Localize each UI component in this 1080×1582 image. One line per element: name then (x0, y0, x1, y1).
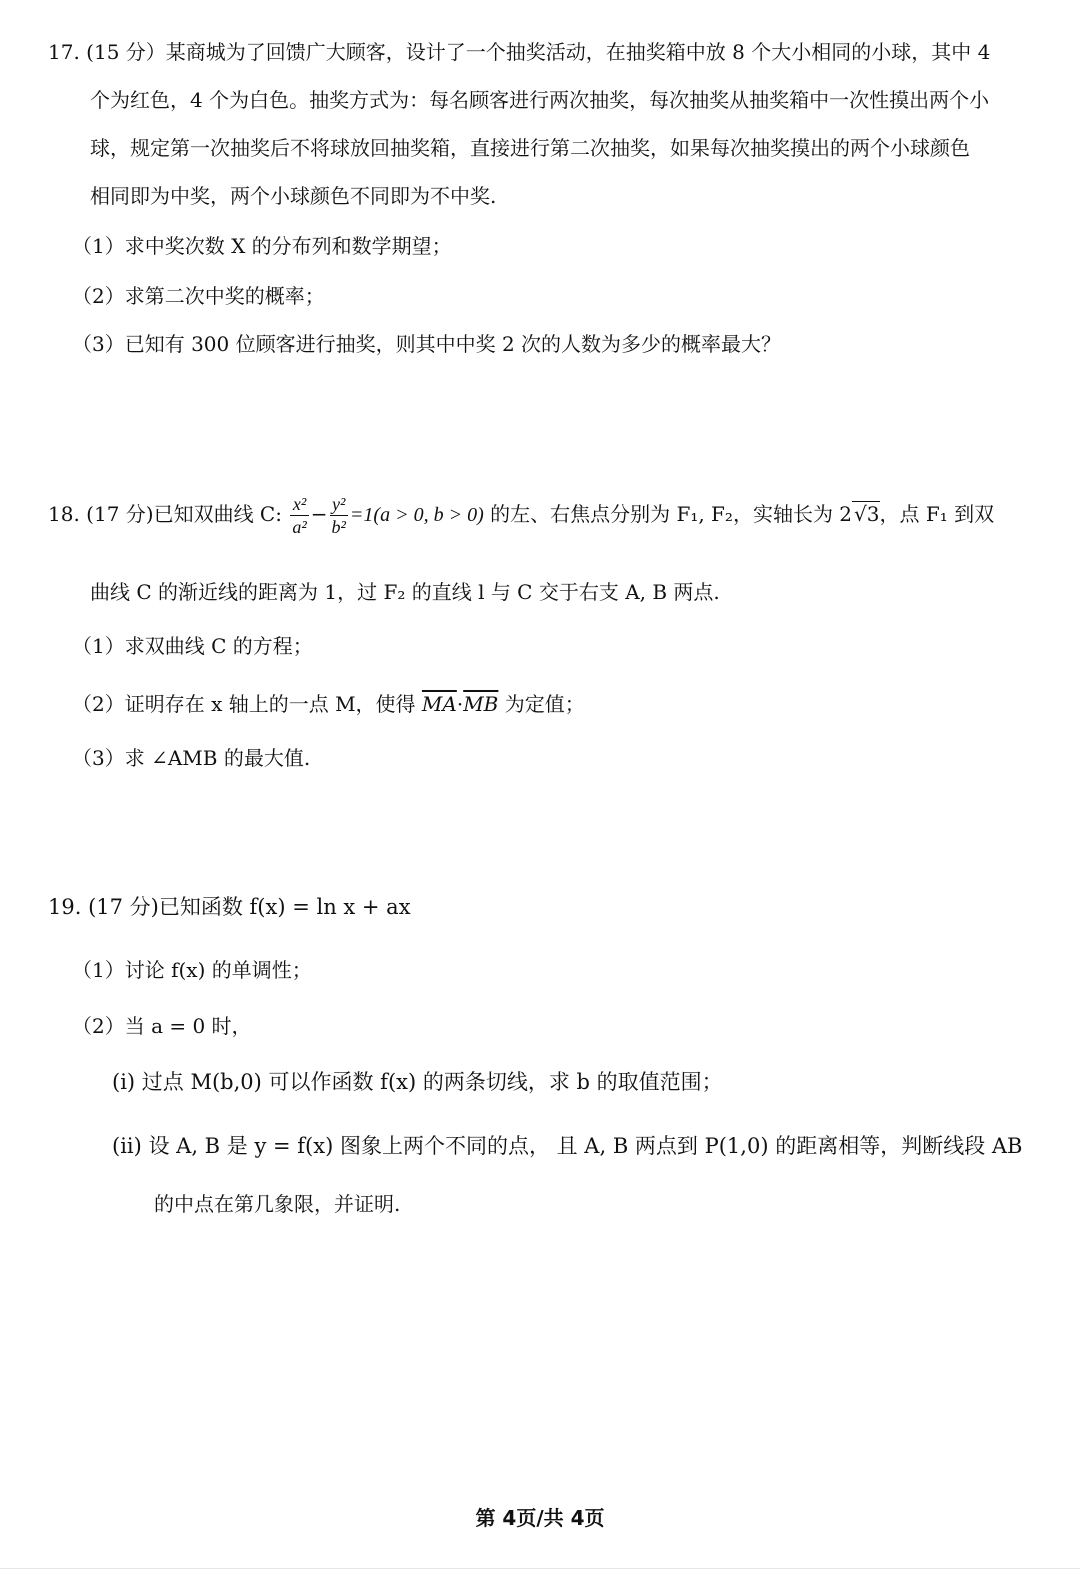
q17-part-1: （1）求中奖次数 X 的分布列和数学期望； (72, 234, 452, 258)
fraction-denominator: a² (292, 517, 307, 537)
q17-line-3: 球，规定第一次抽奖后不将球放回抽奖箱，直接进行第二次抽奖，如果每次抽奖摸出的两个小球颜色 (90, 136, 970, 160)
q17-part-2: （2）求第二次中奖的概率； (72, 284, 325, 308)
fraction-x2-a2 (290, 493, 308, 538)
equation-rest: =1(a > 0, b > 0) (349, 504, 484, 526)
q18-tail: ，点 F₁ 到双 (879, 502, 995, 526)
q17-part-3: （3）已知有 300 位顾客进行抽奖，则其中中奖 2 次的人数为多少的概率最大？ (72, 332, 782, 356)
sqrt-symbol: √3 (854, 502, 880, 526)
q18-part-3: （3）求 ∠AMB 的最大值. (72, 746, 311, 770)
q17-line-2: 个为红色，4 个为白色。抽奖方式为：每名顾客进行两次抽奖，每次抽奖从抽奖箱中一次性摸出两个小 (90, 88, 990, 112)
q18-lead: 18. (17 分)已知双曲线 C: (48, 502, 282, 526)
q19-part-1: （1）讨论 f(x) 的单调性； (72, 958, 312, 982)
minus-sign: − (310, 502, 328, 526)
q18-p2-post: 为定值； (504, 692, 585, 716)
q19-part-2: （2）当 a = 0 时， (72, 1014, 252, 1038)
q19-part-2-i: (i) 过点 M(b,0) 可以作函数 f(x) 的两条切线，求 b 的取值范围； (112, 1070, 723, 1094)
page-number-footer: 第 4页/共 4页 (475, 1506, 605, 1530)
fraction-numerator: x² (290, 493, 308, 516)
bottom-divider (0, 1568, 1080, 1569)
q19-part-2-ii-line-2: 的中点在第几象限，并证明. (154, 1192, 401, 1216)
q18-part-1: （1）求双曲线 C 的方程； (72, 634, 313, 658)
fraction-denominator: b² (331, 517, 346, 537)
q18-line-2: 曲线 C 的渐近线的距离为 1，过 F₂ 的直线 l 与 C 交于右支 A, B 两点. (90, 580, 720, 604)
q17-line-1: 17. (15 分）某商城为了回馈广大顾客，设计了一个抽奖活动，在抽奖箱中放 8 个大小相同的小球，其中 4 (48, 40, 991, 64)
fraction-y2-b2 (330, 493, 348, 538)
q19-part-2-ii-line-1: (ii) 设 A, B 是 y = f(x) 图象上两个不同的点， 且 A, B 两点到 P(1,0) 的距离相等，判断线段 AB (112, 1134, 1023, 1158)
q18-mid: 的左、右焦点分别为 F₁, F₂，实轴长为 2 (490, 502, 853, 526)
q19-line-1: 19. (17 分)已知函数 f(x) = ln x + ax (48, 895, 411, 919)
fraction-numerator: y² (330, 493, 348, 516)
sqrt-argument: 3 (866, 502, 880, 526)
q18-part-2 (72, 690, 585, 718)
q18-line-1 (48, 490, 994, 539)
q18-p2-pre: （2）证明存在 x 轴上的一点 M，使得 (72, 692, 416, 716)
q17-line-4: 相同即为中奖，两个小球颜色不同即为不中奖. (90, 184, 497, 208)
vector-ma: $\overline{MA}$ (421, 692, 457, 716)
vector-mb: $\overline{MB}$ (463, 692, 499, 716)
dot-product: · (456, 692, 464, 716)
